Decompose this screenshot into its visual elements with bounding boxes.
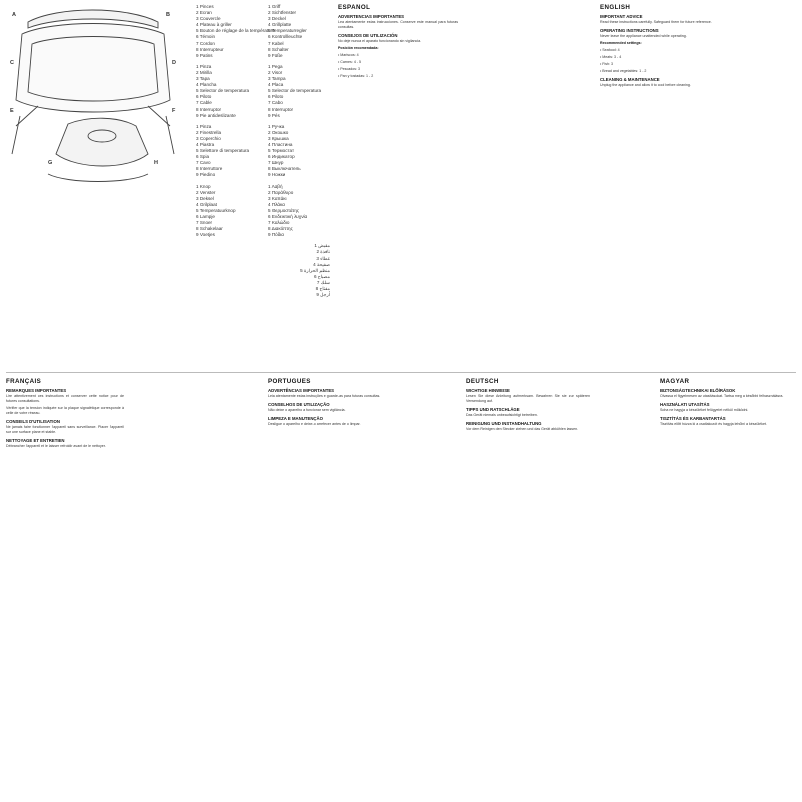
figure-label-b: B	[166, 12, 170, 18]
legend-item: 8 Interruptor	[268, 106, 294, 112]
paragraph: Read these instructions carefully. Safeguard them for future reference.	[600, 20, 712, 25]
section-title: ESPAÑOL	[338, 4, 371, 11]
legend-item: 7 Kabel	[268, 40, 284, 46]
legend-item: 1 Pinces	[196, 4, 214, 9]
legend-item: 4 Placa	[268, 82, 284, 88]
legend-item: 2 Sichtfenster	[268, 10, 297, 16]
figure-label-a: A	[12, 12, 16, 18]
section-title: DEUTSCH	[466, 378, 499, 385]
legend-item: 4 Пластина	[268, 141, 293, 147]
section-heading: ADVERTÊNCIAS IMPORTANTES	[268, 388, 335, 393]
legend-item: 1 Pega	[268, 63, 283, 69]
legend-item: 5 Термостат	[268, 148, 295, 154]
legend-item: 8 Interrupteur	[196, 46, 224, 52]
legend-item: 3 Deksel	[196, 195, 214, 201]
section-heading: REINIGUNG UND INSTANDHALTUNG	[466, 421, 542, 427]
legend-item: 4 Plateau à griller	[196, 22, 232, 28]
legend-item: 6 Kontrollleuchte	[268, 34, 303, 40]
section-heading: TIPPS UND RATSCHLÄGE	[466, 407, 520, 413]
list-item: • Carnes: 4 - 5	[338, 59, 362, 64]
legend-item: 9 Pie antideslizante	[196, 112, 236, 118]
figure-label-c: C	[10, 60, 14, 66]
legend-item: 7 Cabo	[268, 100, 283, 106]
legend-item: 5 Bouton de réglage de la température	[196, 28, 275, 34]
paragraph: Leia atentamente estas instruções e guarde-as para futuras consultas.	[268, 394, 381, 399]
legend-item: 5 Selector de temperatura	[196, 88, 250, 94]
paragraph: Não deixe o aparelho a funcionar sem vigilância.	[268, 408, 346, 413]
legend-item: 3 Coperchio	[196, 135, 221, 141]
column-deutsch	[466, 378, 590, 798]
paragraph: Desligue o aparelho e deixe-o arrefecer antes de o limpar.	[268, 422, 361, 427]
paragraph: Vor dem Reinigen den Stecker ziehen und das Gerät abkühlen lassen.	[466, 427, 579, 432]
legend-item: 8 Διακόπτης	[268, 226, 293, 232]
section-heading: NETTOYAGE ET ENTRETIEN	[6, 437, 65, 443]
list-item: • Pescados: 3	[338, 66, 361, 71]
paragraph: Never leave the appliance unattended while operating.	[600, 34, 687, 39]
legend-item: 6 مصباح	[313, 273, 330, 279]
section-divider	[6, 372, 796, 373]
section-heading: CONSELHOS DE UTILIZAÇÃO	[268, 402, 330, 408]
section-heading: REMARQUES IMPORTANTES	[6, 388, 67, 393]
legend-item: 8 Interruptor	[196, 106, 222, 112]
legend-item: 7 Cordon	[196, 40, 215, 46]
legend-item: 6 Piloto	[196, 94, 212, 100]
list-item: • Pan y tostadas: 1 - 2	[338, 73, 374, 78]
legend-item: 8 Interruttore	[196, 166, 223, 172]
section-heading: CLEANING & MAINTENANCE	[600, 76, 660, 82]
legend-item: 9 Pés	[268, 112, 280, 118]
legend-item: 1 Knop	[196, 183, 211, 189]
legend-group-de	[268, 4, 330, 59]
legend-item: 5 Temperatuurknop	[196, 207, 236, 213]
section-heading: LIMPEZA E MANUTENÇÃO	[268, 416, 323, 422]
paragraph: No deje nunca el aparato funcionando sin vigilancia.	[338, 39, 422, 44]
legend-item: 2 Finestrella	[196, 129, 222, 135]
legend-item: 2 Mirilla	[196, 69, 212, 75]
legend-item: 2 Окошко	[268, 129, 289, 135]
legend-item: 8 مفتاح	[315, 286, 330, 292]
legend-item: 3 Καπάκι	[268, 195, 287, 201]
legend-column-2	[268, 4, 330, 303]
paragraph: Ne jamais faire fonctionner l'appareil sans surveillance. Placer l'appareil sur une surface plane et stable.	[6, 425, 124, 434]
legend-item: 4 Πλάκα	[268, 201, 285, 207]
legend-group-es	[196, 64, 256, 119]
legend-item: 6 Spia	[196, 154, 210, 160]
legend-item: 2 Visor	[268, 69, 283, 75]
legend-item: 4 Piastra	[196, 141, 215, 147]
paragraph: Vérifier que la tension indiquée sur la plaque signalétique corresponde à celle de votre réseau.	[6, 406, 124, 415]
legend-group-pt	[268, 64, 330, 119]
paragraph: Tisztítás előtt húzza ki a csatlakozót és hagyja lehűlni a készüléket.	[660, 422, 767, 427]
legend-item: 3 Крышка	[268, 135, 289, 141]
legend-item: 4 صفيحة	[313, 261, 330, 267]
paragraph: Lea atentamente estas instrucciones. Conserve este manual para futuras consultas.	[338, 20, 458, 30]
section-heading: BIZTONSÁGTECHNIKAI ELŐÍRÁSOK	[660, 388, 736, 393]
legend-item: 6 Ενδεικτική λυχνία	[268, 214, 308, 219]
legend-item: 4 Grilplaat	[196, 201, 217, 207]
section-title: PORTUGUES	[268, 378, 311, 385]
section-title: ENGLISH	[600, 4, 631, 11]
paragraph: Unplug the appliance and allow it to cool before cleaning.	[600, 82, 691, 87]
section-heading: OPERATING INSTRUCTIONS	[600, 28, 659, 34]
legend-item: 9 Voetjes	[196, 232, 215, 238]
legend-item: 6 Piloto	[268, 94, 284, 100]
section-heading: HASZNÁLATI UTASÍTÁS	[660, 402, 710, 408]
legend-item: 5 منظم الحرارة	[300, 267, 330, 273]
subheading: Posición recomendada:	[338, 46, 379, 51]
legend-item: 2 Παράθυρο	[268, 189, 294, 195]
figure-label-h: H	[154, 160, 158, 166]
legend-group-it	[196, 124, 256, 179]
legend-item: 3 Deckel	[268, 16, 286, 22]
figure-label-f: F	[172, 108, 176, 114]
list-item: • Bread and vegetables: 1 - 2	[600, 68, 647, 73]
legend-item: 6 Témoin	[196, 34, 216, 40]
figure-label-e: E	[10, 108, 14, 114]
legend-item: 7 سلك	[316, 279, 330, 285]
legend-item: 1 Pinza	[196, 123, 212, 129]
column-english	[600, 4, 796, 364]
legend-item: 9 Πόδια	[268, 232, 284, 238]
section-title: FRANÇAIS	[6, 378, 42, 385]
legend-group-gr	[268, 184, 330, 239]
paragraph: Das Gerät niemals unbeaufsichtigt betreiben.	[466, 413, 538, 418]
figure-label-g: G	[48, 160, 53, 166]
legend-item: 1 Ручка	[268, 123, 285, 129]
column-portugues	[268, 378, 394, 798]
legend-item: 1 Pinza	[196, 63, 212, 69]
paragraph: Lire attentivement ces instructions et conserver cette notice pour de futures consultations.	[6, 394, 124, 404]
legend-item: 8 Schalter	[268, 46, 289, 52]
legend-item: 9 أرجل	[316, 292, 330, 298]
legend-item: 5 Selettore di temperatura	[196, 148, 250, 154]
subheading: Recommended settings:	[600, 41, 642, 46]
legend-item: 9 Piedino	[196, 172, 216, 178]
legend-item: 4 Grillplatte	[268, 22, 292, 28]
legend-item: 4 Plancha	[196, 82, 217, 88]
legend-item: 9 Patins	[196, 52, 213, 58]
grill-diagram	[8, 4, 178, 194]
legend-item: 1 Λαβή	[268, 183, 283, 189]
section-heading: IMPORTANT ADVICE	[600, 14, 643, 19]
list-item: • Meats: 3 - 4	[600, 55, 622, 60]
section-heading: WICHTIGE HINWEISE	[466, 388, 510, 393]
paragraph: Débrancher l'appareil et le laisser refroidir avant de le nettoyer.	[6, 444, 106, 449]
legend-item: 8 Schakelaar	[196, 226, 223, 232]
paragraph: Lesen Sie diese Anleitung aufmerksam. Bewahren Sie sie zur späteren Verwendung auf.	[466, 394, 590, 404]
legend-group-ru	[268, 124, 330, 179]
column-espanol	[338, 4, 458, 364]
section-heading: ADVERTENCIAS IMPORTANTES	[338, 14, 405, 19]
legend-item: 5 Θερμοστάτης	[268, 207, 300, 213]
column-magyar	[660, 378, 796, 798]
list-item: • Seafood: 4	[600, 48, 620, 53]
legend-item: 1 Griff	[268, 4, 281, 9]
legend-item: 7 Cable	[196, 100, 212, 106]
section-heading: TISZTÍTÁS ÉS KARBANTARTÁS	[660, 416, 726, 422]
legend-item: 9 Füße	[268, 52, 283, 58]
list-item: • Mariscos: 4	[338, 53, 359, 58]
legend-item: 6 Lampje	[196, 214, 215, 219]
legend-group-fr2	[196, 184, 256, 239]
legend-item: 3 Couvercle	[196, 16, 221, 22]
legend-item: 2 Ecran	[196, 10, 212, 16]
paragraph: Soha ne hagyja a készüléket felügyelet nélkül működni.	[660, 408, 749, 413]
legend-item: 8 Выключатель	[268, 166, 301, 172]
section-heading: CONSEILS D'UTILISATION	[6, 418, 60, 424]
legend-item: 5 Temperaturregler	[268, 28, 307, 34]
section-heading: CONSEJOS DE UTILIZACIÓN	[338, 33, 398, 39]
legend-item: 7 Snoer	[196, 220, 213, 226]
legend-item: 7 Шнур	[268, 160, 284, 166]
appliance-figure	[8, 4, 178, 194]
legend-item: 2 نافذة	[316, 249, 330, 255]
legend-item: 9 Ножки	[268, 172, 286, 178]
legend-item: 7 Καλώδιο	[268, 220, 290, 226]
list-item: • Fish: 3	[600, 61, 614, 66]
legend-item: 6 Индикатор	[268, 154, 295, 160]
legend-item: 5 Selector de temperatura	[268, 88, 322, 94]
legend-group-ar	[268, 243, 330, 298]
section-title: MAGYAR	[660, 378, 690, 385]
figure-label-d: D	[172, 60, 176, 66]
legend-item: 3 Tampa	[268, 76, 286, 82]
legend-item: 3 غطاء	[316, 255, 330, 261]
legend-item: 1 مقبض	[314, 243, 330, 249]
column-francais	[6, 378, 124, 798]
paragraph: Olvassa el figyelmesen az utasításokat. Tartsa meg a későbbi felhasználásra.	[660, 394, 784, 399]
legend-item: 2 Venster	[196, 189, 216, 195]
legend-item: 7 Cavo	[196, 160, 211, 166]
legend-item: 3 Tapa	[196, 76, 210, 82]
